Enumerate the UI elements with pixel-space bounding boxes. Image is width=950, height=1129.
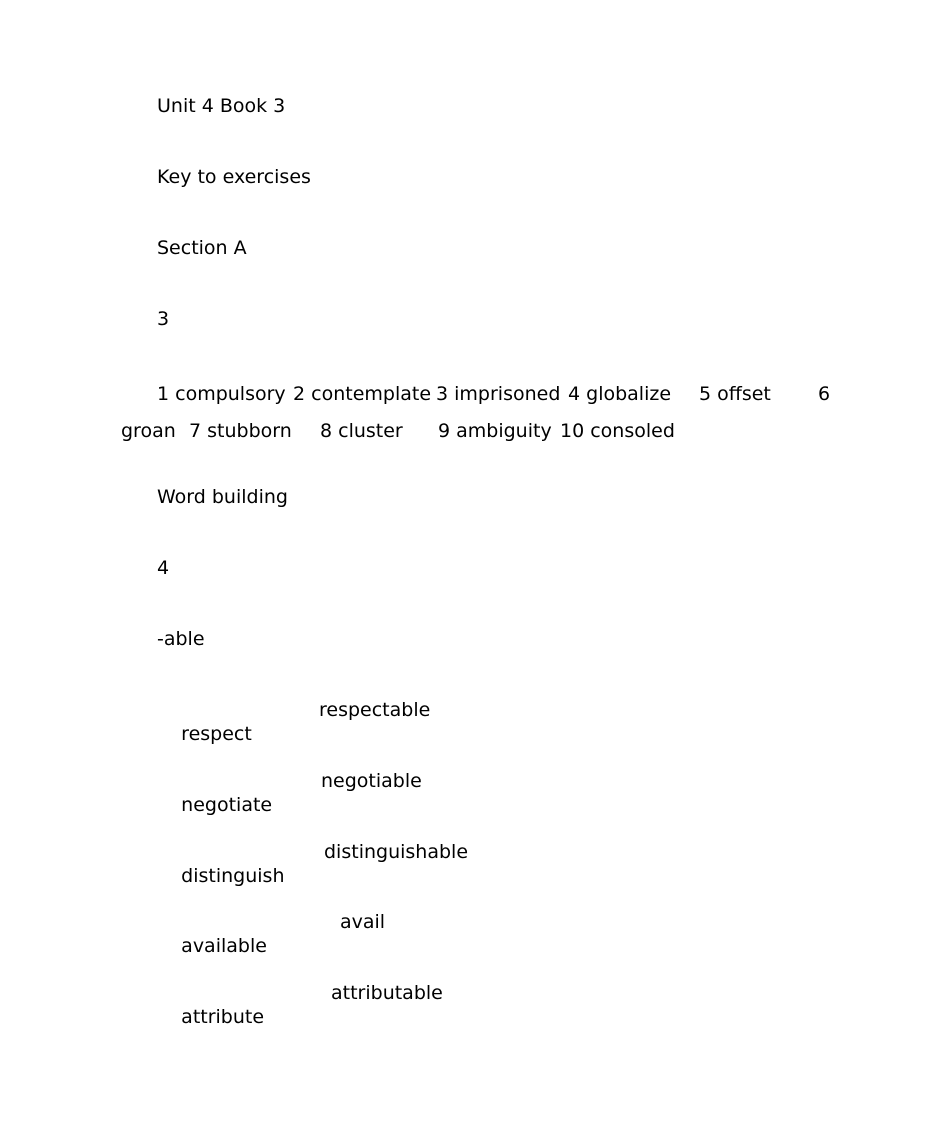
section-heading: Section A — [157, 237, 247, 259]
answer-list — [121, 376, 833, 450]
base-word: available — [181, 935, 267, 957]
exercise-number: 4 — [157, 557, 170, 579]
answer-item: 7 stubborn — [189, 420, 292, 442]
answer-item: 5 offset — [699, 383, 771, 405]
derived-word: avail — [340, 911, 386, 933]
derived-word: negotiable — [321, 770, 422, 792]
answer-row — [121, 376, 833, 413]
derived-word: respectable — [319, 699, 431, 721]
derived-word: distinguishable — [324, 841, 469, 863]
answer-item: 2 contemplate — [293, 383, 432, 405]
base-word: distinguish — [181, 865, 285, 887]
base-word: respect — [181, 723, 252, 745]
exercise-number: 3 — [157, 308, 170, 330]
base-word: negotiate — [181, 794, 273, 816]
base-word: attribute — [181, 1006, 265, 1028]
key-heading: Key to exercises — [157, 166, 311, 188]
derived-word: attributable — [331, 982, 443, 1004]
answer-item: 1 compulsory — [157, 383, 286, 405]
word-pair — [157, 981, 443, 1077]
word-building-heading: Word building — [157, 486, 288, 508]
answer-row — [121, 413, 833, 450]
answer-item: 6 — [818, 383, 831, 405]
answer-item: 3 imprisoned — [436, 383, 561, 405]
answer-item: 4 globalize — [568, 383, 672, 405]
unit-title: Unit 4 Book 3 — [157, 95, 286, 117]
answer-item: 8 cluster — [320, 420, 403, 442]
suffix-heading: -able — [157, 628, 205, 650]
answer-item: 10 consoled — [560, 420, 675, 442]
answer-item: 9 ambiguity — [438, 420, 552, 442]
answer-item: groan — [121, 420, 176, 442]
